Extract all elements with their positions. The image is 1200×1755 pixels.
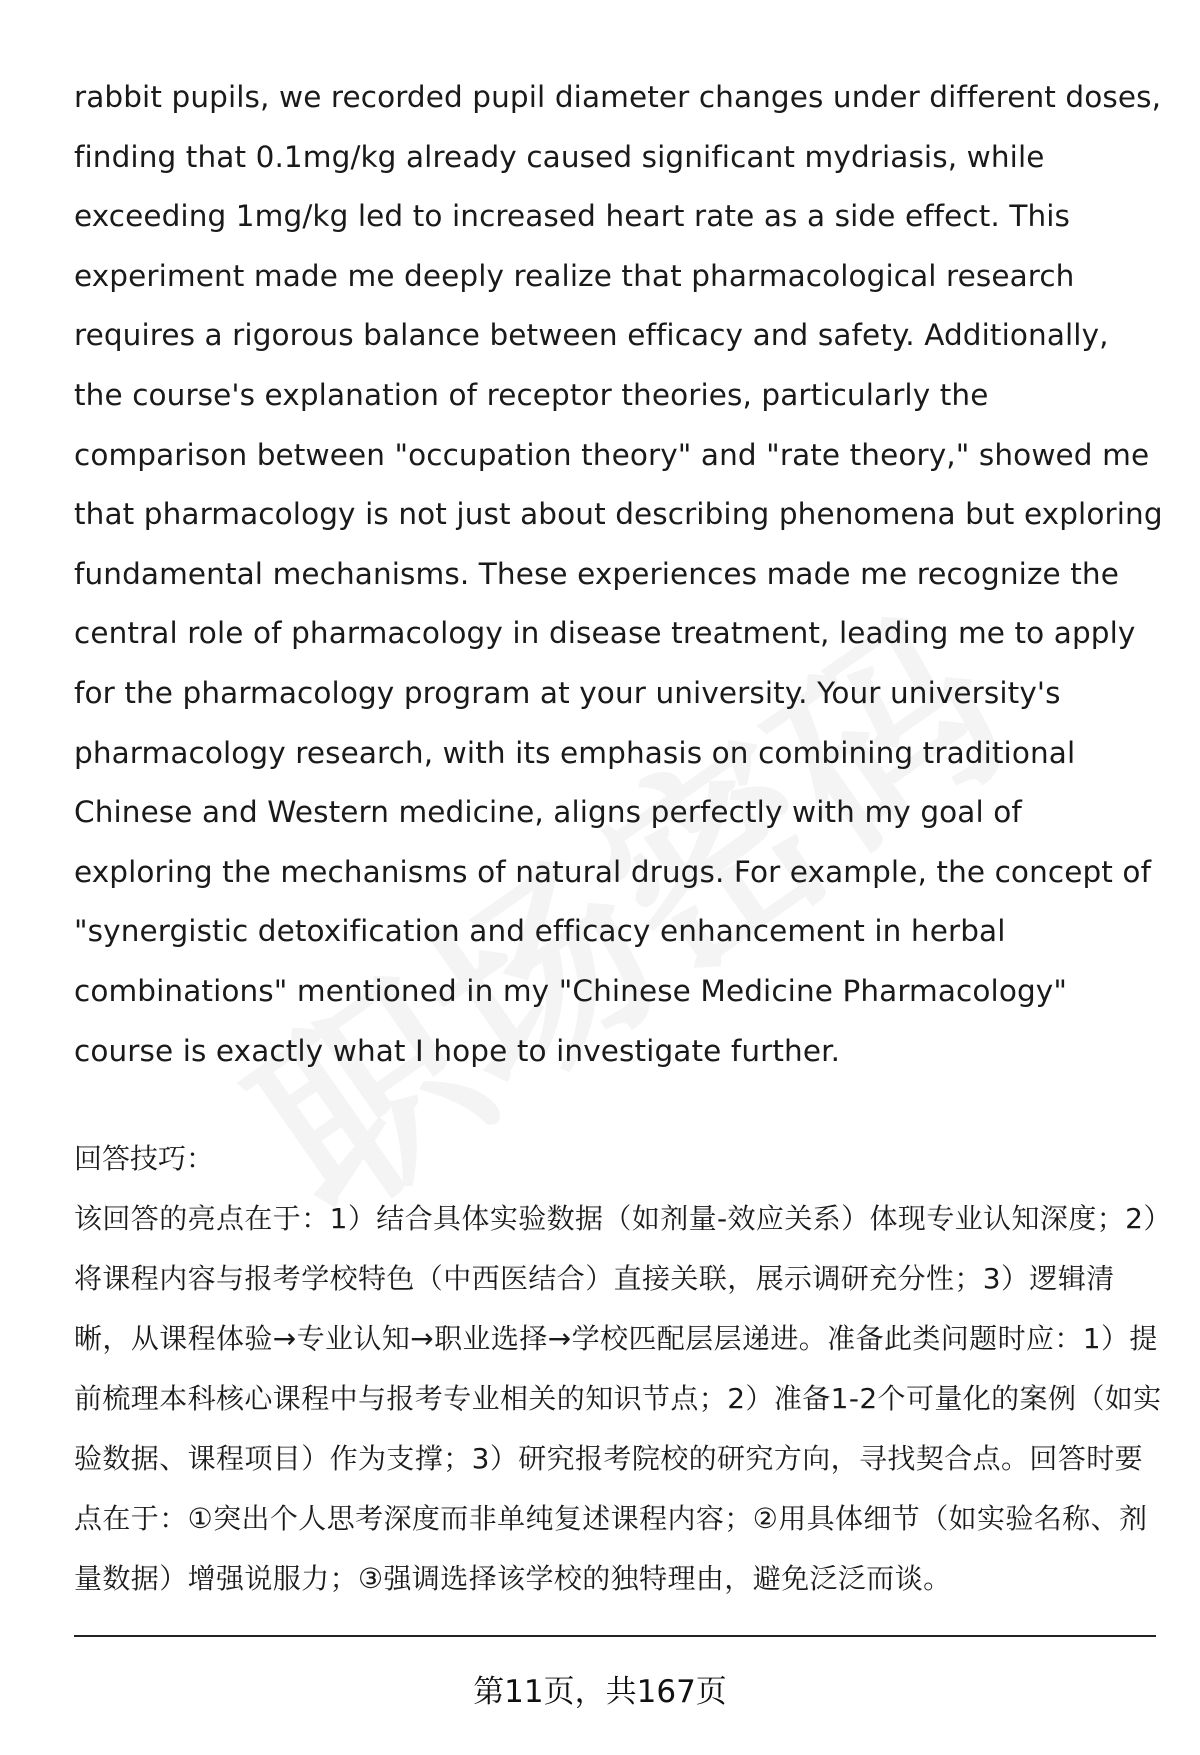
footer-divider <box>74 1635 1156 1637</box>
body-paragraph: rabbit pupils, we recorded pupil diameter changes under different doses, finding that 0.1mg/kg already caused significant mydriasis, while exceeding 1mg/kg led to increased heart rate as a side effect. This experiment made me deeply realize that pharmacological research requires a rigorous balance between efficacy and safety. Additionally, the course's explanation of receptor theories, particularly the comparison between "occupation theory" and "rate theory," showed me that pharmacology is not just about describing phenomena but exploring fundamental mechanisms. These experiences made me recognize the central role of pharmacology in disease treatment, leading me to apply for the pharmacology program at your university. Your university's pharmacology research, with its emphasis on combining traditional Chinese and Western medicine, aligns perfectly with my goal of exploring the mechanisms of natural drugs. For example, the concept of "synergistic detoxification and efficacy enhancement in herbal combinations" mentioned in my "Chinese Medicine Pharmacology" course is exactly what I hope to investigate further. <box>74 80 1163 1068</box>
tips-paragraph: 该回答的亮点在于：1）结合具体实验数据（如剂量-效应关系）体现专业认知深度；2）将课程内容与报考学校特色（中西医结合）直接关联，展示调研充分性；3）逻辑清晰，从课程体验→专业认知→职业选择→学校匹配层层递进。准备此类问题时应：1）提前梳理本科核心课程中与报考专业相关的知识节点；2）准备1-2个可量化的案例（如实验数据、课程项目）作为支撑；3）研究报考院校的研究方向，寻找契合点。回答时要点在于：①突出个人思考深度而非单纯复述课程内容；②用具体细节（如实验名称、剂量数据）增强说服力；③强调选择该学校的独特理由，避免泛泛而谈。 <box>74 1202 1162 1596</box>
document-body <box>74 68 1164 1609</box>
tips-heading: 回答技巧： <box>74 1142 215 1176</box>
page-number: 第11页，共167页 <box>473 1674 727 1710</box>
